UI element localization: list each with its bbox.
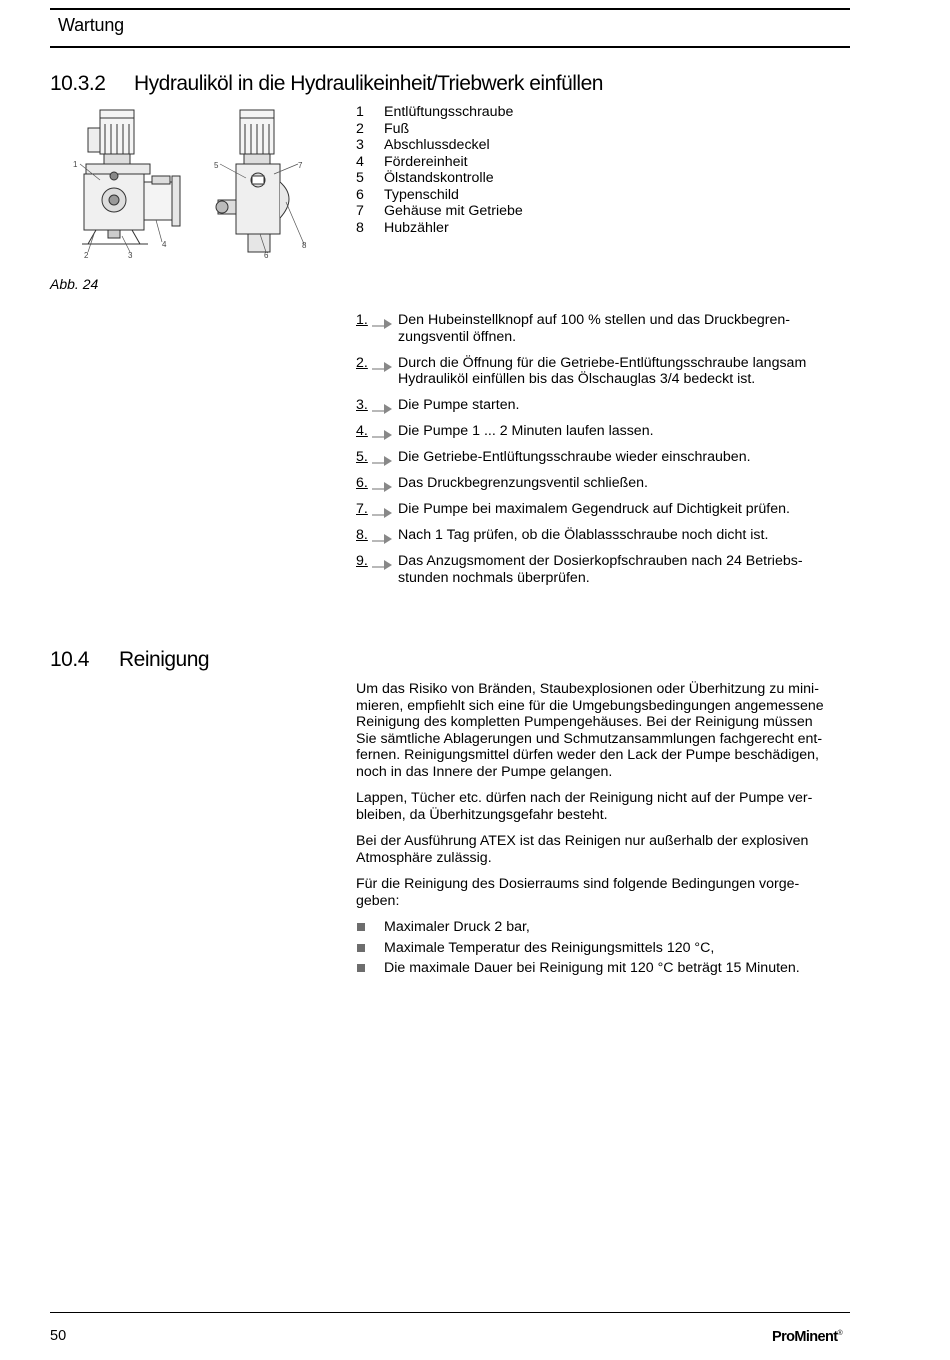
square-bullet-icon xyxy=(357,964,365,972)
page-number: 50 xyxy=(50,1328,67,1344)
section-title: Reinigung xyxy=(119,648,210,671)
step-item: 9. Das Anzugsmoment der Dosierkopfschrauben nach 24 Betriebs- stunden nochmals überprüfen. xyxy=(356,553,803,586)
figure-caption: Abb. 24 xyxy=(50,276,99,292)
step-item: 4. Die Pumpe 1 ... 2 Minuten laufen lassen. xyxy=(356,423,654,439)
callout-8: 8 xyxy=(302,241,307,250)
callout-6: 6 xyxy=(264,251,269,260)
section-number: 10.4 xyxy=(50,648,89,671)
step-item: 8. Nach 1 Tag prüfen, ob die Ölablassschraube noch dicht ist. xyxy=(356,527,769,543)
paragraph: Lappen, Tücher etc. dürfen nach der Reinigung nicht auf der Pumpe ver- bleiben, da Überhitzungsgefahr besteht. xyxy=(356,790,813,823)
step-item: 1. Den Hubeinstellknopf auf 100 % stellen und das Druckbegren- zungsventil öffnen. xyxy=(356,312,790,345)
step-item: 5. Die Getriebe-Entlüftungsschraube wieder einschrauben. xyxy=(356,449,751,465)
legend-item: 5 Ölstandskontrolle xyxy=(356,170,494,186)
list-item: Maximaler Druck 2 bar, xyxy=(356,919,851,936)
pump-drawing-figure xyxy=(60,102,330,262)
step-arrow-icon xyxy=(372,358,392,372)
legend-item: 6 Typenschild xyxy=(356,186,459,203)
callout-3: 3 xyxy=(128,251,133,260)
legend-item: 2 Fuß xyxy=(356,120,410,137)
brand-logo: ProMinent® xyxy=(772,1329,843,1345)
callout-1: 1 xyxy=(73,160,78,169)
section-title: Hydrauliköl in die Hydraulikeinheit/Triebwerk einfüllen xyxy=(134,72,603,95)
square-bullet-icon xyxy=(357,923,365,931)
paragraph: Um das Risiko von Bränden, Staubexplosionen oder Überhitzung zu mini- mieren, empfiehlt sich eine für die Umgebungsbedingungen angemessene Reinigung des kompletten Pumpengehäuses. Bei der Reinigung müssen Sie sämtliche Ablagerungen und Schmutzansammlungen fachgerecht ent- fernen. Reinigungsmittel dürfen weder den Lack der Pumpe beschädigen, noch in das Innere der Pumpe gelangen. xyxy=(356,681,824,780)
step-arrow-icon xyxy=(372,426,392,440)
legend-item: 4 Fördereinheit xyxy=(356,153,468,170)
list-item: Die maximale Dauer bei Reinigung mit 120 °C beträgt 15 Minuten. xyxy=(356,960,851,977)
step-arrow-icon xyxy=(372,530,392,544)
callout-5: 5 xyxy=(214,161,219,170)
legend-item: 7 Gehäuse mit Getriebe xyxy=(356,203,523,219)
list-item: Maximale Temperatur des Reinigungsmittels 120 °C, xyxy=(356,940,851,957)
callout-7: 7 xyxy=(298,161,303,170)
step-arrow-icon xyxy=(372,478,392,492)
step-item: 2. Durch die Öffnung für die Getriebe-Entlüftungsschraube langsam Hydrauliköl einfüllen bis das Ölschauglas 3/4 bedeckt ist. xyxy=(356,354,807,387)
step-item: 6. Das Druckbegrenzungsventil schließen. xyxy=(356,475,648,491)
conditions-list xyxy=(356,919,851,977)
pump-drawing-svg xyxy=(60,102,330,262)
step-arrow-icon xyxy=(372,504,392,518)
step-arrow-icon xyxy=(372,556,392,570)
step-item: 3. Die Pumpe starten. xyxy=(356,397,520,413)
section-number: 10.3.2 xyxy=(50,72,106,95)
step-arrow-icon xyxy=(372,400,392,414)
step-item: 7. Die Pumpe bei maximalem Gegendruck auf Dichtigkeit prüfen. xyxy=(356,501,790,517)
legend-item: 1 Entlüftungsschraube xyxy=(356,104,514,120)
step-arrow-icon xyxy=(372,452,392,466)
running-header-title: Wartung xyxy=(58,15,124,35)
paragraph: Für die Reinigung des Dosierraums sind folgende Bedingungen vorge- geben: xyxy=(356,876,800,909)
header-bottom-rule xyxy=(50,46,850,48)
figure-legend xyxy=(356,104,523,236)
step-arrow-icon xyxy=(372,315,392,329)
header-top-rule xyxy=(50,8,850,10)
square-bullet-icon xyxy=(357,944,365,952)
instruction-steps xyxy=(356,312,836,596)
callout-4: 4 xyxy=(162,240,167,249)
legend-item: 3 Abschlussdeckel xyxy=(356,137,490,153)
legend-item: 8 Hubzähler xyxy=(356,219,449,236)
callout-2: 2 xyxy=(84,251,89,260)
paragraph: Bei der Ausführung ATEX ist das Reinigen nur außerhalb der explosiven Atmosphäre zulässig. xyxy=(356,833,809,866)
cleaning-body xyxy=(356,681,851,981)
footer-rule xyxy=(50,1312,850,1313)
